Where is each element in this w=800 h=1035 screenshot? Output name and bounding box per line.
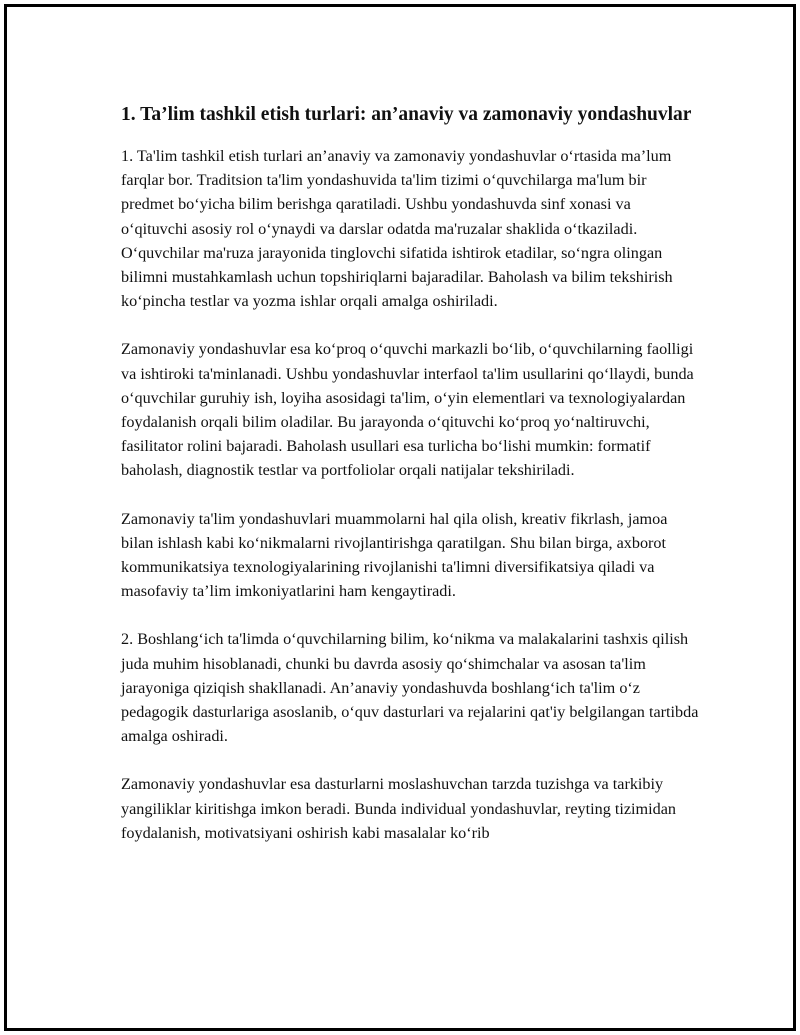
section-heading: 1. Ta’lim tashkil etish turlari: an’anaviy va zamonaviy yondashuvlar: [121, 104, 692, 125]
paragraph-4: 2. Boshlang‘ich ta'limda o‘quvchilarning bilim, ko‘nikma va malakalarini tashxis qilish juda muhim hisoblanadi, chunki bu davrda asosiy qo‘shimchalar va asosan ta'lim jarayoniga qiziqish shakllanadi. An’anaviy yondashuvda boshlang‘ich ta'lim o‘z pedagogik dasturlariga asoslanib, o‘quv dasturlari va rejalarini qat'iy belgilangan tartibda amalga oshiradi.: [121, 630, 699, 746]
page-frame: [4, 4, 796, 1031]
document-body: [121, 101, 701, 869]
paragraph-3: Zamonaviy ta'lim yondashuvlari muammolarni hal qila olish, kreativ fikrlash, jamoa bilan ishlash kabi ko‘nikmalarni rivojlantirishga qaratilgan. Shu bilan birga, axborot kommunikatsiya texnologiyalarining rivojlanishi ta'limni diversifikatsiya qiladi va masofaviy ta’lim imkoniyatlarini ham kengaytiradi.: [121, 509, 668, 601]
paragraph-5: Zamonaviy yondashuvlar esa dasturlarni moslashuvchan tarzda tuzishga va tarkibiy yangiliklar kiritishga imkon beradi. Bunda individual yondashuvlar, reyting tizimidan foydalanish, motivatsiyani oshirish kabi masalalar ko‘rib: [121, 775, 677, 842]
paragraph-1: 1. Ta'lim tashkil etish turlari an’anaviy va zamonaviy yondashuvlar o‘rtasida ma’lum farqlar bor. Traditsion ta'lim yondashuvida ta'lim tizimi o‘quvchilarga ma'lum bir predmet bo‘yicha bilim berishga qaratiladi. Ushbu yondashuvda sinf xonasi va o‘qituvchi asosiy rol o‘ynaydi va darslar odatda ma'ruzalar shaklida o‘tkaziladi. O‘quvchilar ma'ruza jarayonida tinglovchi sifatida ishtirok etadilar, so‘ngra olingan bilimni mustahkamlash uchun topshiriqlarni bajaradilar. Baholash va bilim tekshirish ko‘pincha testlar va yozma ishlar orqali amalga oshiriladi.: [121, 147, 673, 311]
paragraph-2: Zamonaviy yondashuvlar esa ko‘proq o‘quvchi markazli bo‘lib, o‘quvchilarning faolligi va ishtiroki ta'minlanadi. Ushbu yondashuvlar interfaol ta'lim usullarini qo‘llaydi, bunda o‘quvchilar guruhiy ish, loyiha asosidagi ta'lim, o‘yin elementlari va texnologiyalardan foydalanish orqali bilim oladilar. Bu jarayonda o‘qituvchi ko‘proq yo‘naltiruvchi, fasilitator rolini bajaradi. Baholash usullari esa turlicha bo‘lishi mumkin: formatif baholash, diagnostik testlar va portfoliolar orqali natijalar tekshiriladi.: [121, 340, 694, 480]
